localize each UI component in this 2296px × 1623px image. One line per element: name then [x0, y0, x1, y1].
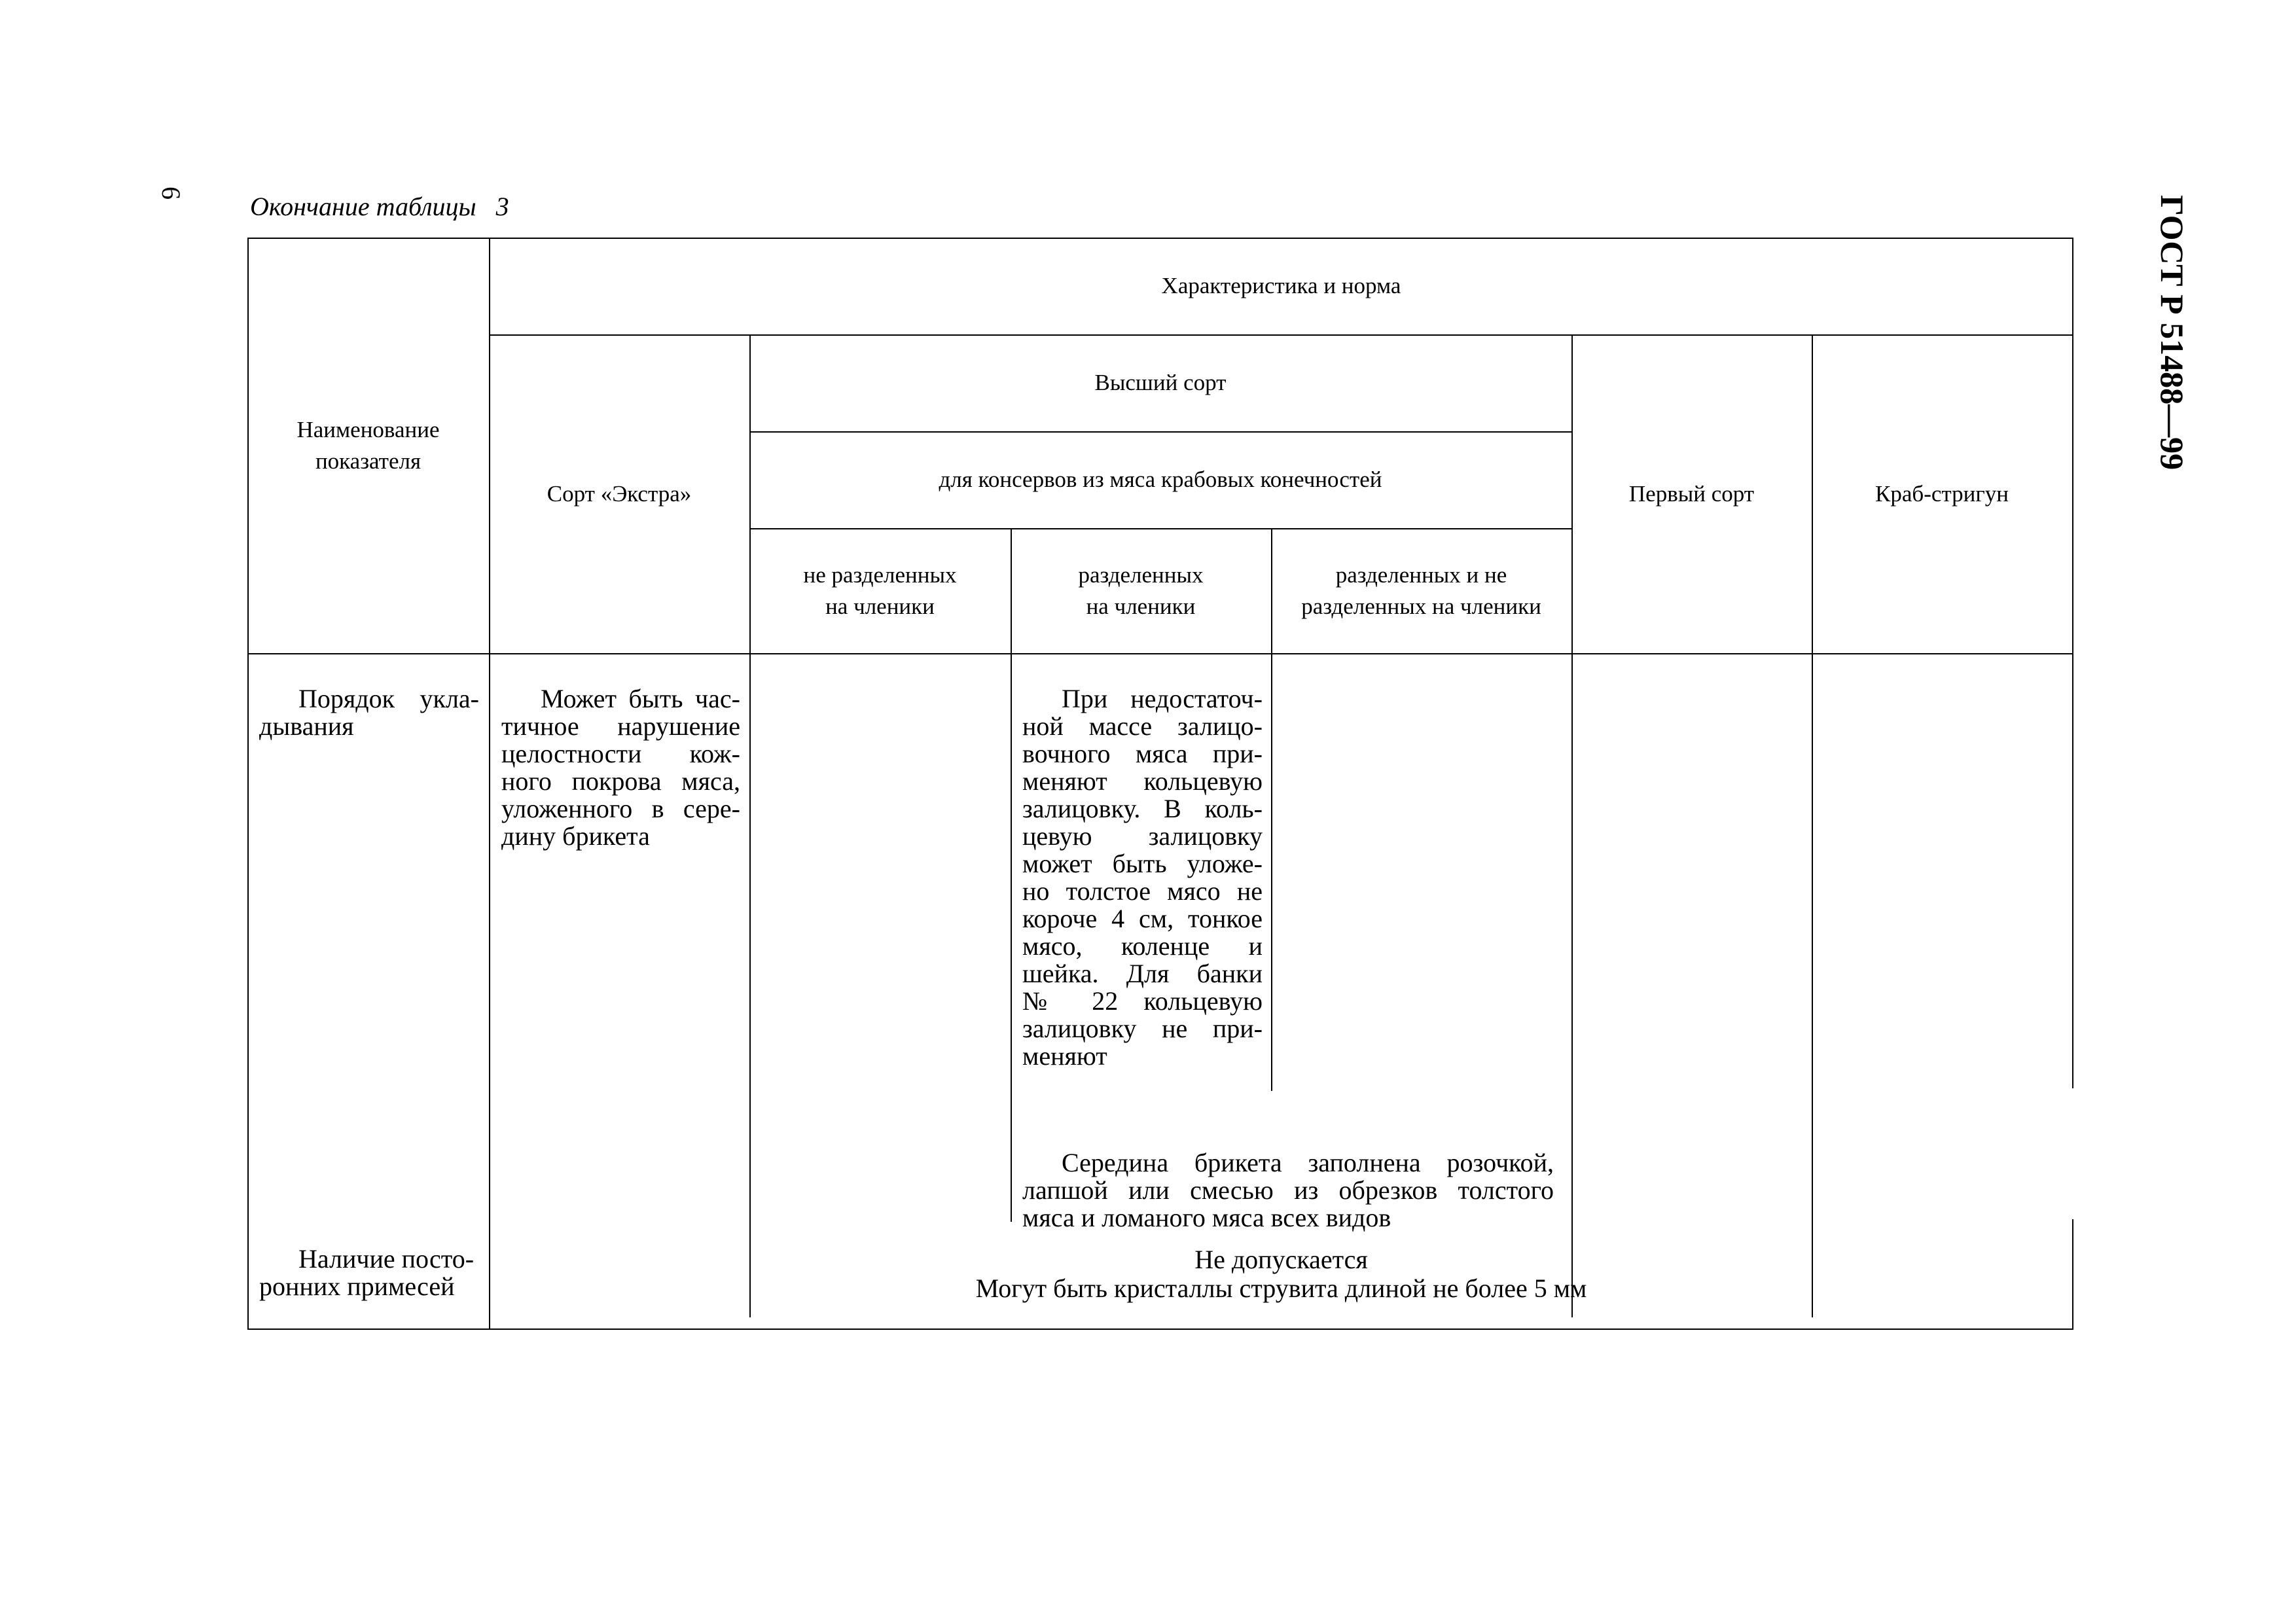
- row-laying-divided: При недостаточ- ной массе залицо- вочного мяса при- меняют кольцевую залицовку. В коль- цевую залицовку может быть уложе- но толстое мясо не короче 4 см, тонкое мясо, коленце и шейка. Для банки № 22 кольцевую залицовку не при- меняют: [1022, 684, 1263, 1071]
- page-number: 6: [156, 187, 186, 200]
- header-snow-crab: Краб-стригун: [1875, 480, 2009, 507]
- header-first-grade: Первый сорт: [1628, 480, 1755, 507]
- header-highest-grade: Высший сорт: [1094, 370, 1227, 396]
- header-indicator: Наименование показателя: [296, 417, 440, 474]
- header-crab-limbs: для консервов из мяса крабовых конечностей: [939, 467, 1382, 493]
- header-not-divided: не разделенных на членики: [803, 562, 957, 619]
- row-impurities-value: Не допускается Могут быть кристаллы струвита длиной не более 5 мм: [975, 1245, 1587, 1303]
- header-char-norm: Характеристика и норма: [1161, 273, 1401, 299]
- table-right-border: [2072, 238, 2073, 1088]
- row-impurities-name: Наличие посто- ронних примесей: [259, 1244, 475, 1301]
- row-laying-middle: Середина брикета заполнена розочкой, лапшой или смесью из обрезков толстого мяса и ломаного мяса всех видов: [1022, 1148, 1554, 1232]
- row-laying-extra: Может быть час- тичное нарушение целостности кож- ного покрова мяса, уложенного в сере- дину брикета: [501, 684, 740, 851]
- standard-number: ГОСТ Р 51488—99: [2154, 195, 2191, 471]
- header-divided-and-not: разделенных и не разделенных на членики: [1301, 562, 1541, 619]
- table-bottom-border: [247, 1329, 2073, 1330]
- table-3-continuation: [247, 238, 2073, 1330]
- header-extra-grade: Сорт «Экстра»: [547, 480, 692, 507]
- row-laying-name: Порядок укла- дывания: [259, 684, 479, 741]
- header-divided: разделенных на членики: [1078, 562, 1204, 619]
- header-bottom-rule: [247, 653, 2073, 654]
- table-caption: Окончание таблицы 3: [250, 192, 509, 221]
